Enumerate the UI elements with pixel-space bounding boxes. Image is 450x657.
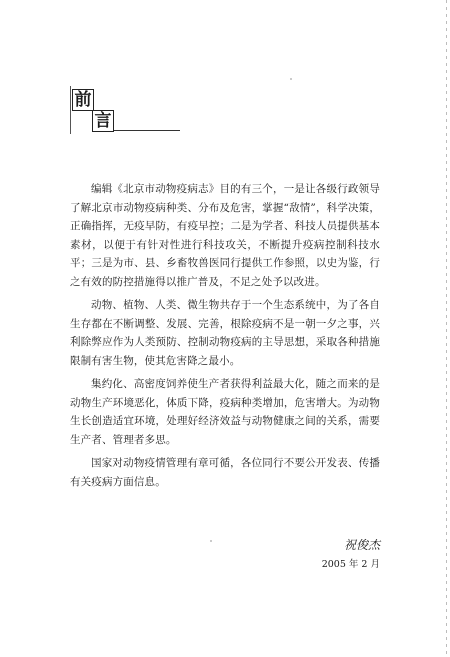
page-edge-line <box>446 0 447 657</box>
scan-speck <box>210 540 212 542</box>
author-signature: 祝俊杰 <box>343 538 380 552</box>
heading-vertical-line <box>70 86 71 134</box>
paragraph: 国家对动物疫情管理有章可循，各位同行不要公开发表、传播有关疫病方面信息。 <box>70 457 380 488</box>
paragraph: 集约化、高密度饲养使生产者获得利益最大化，随之而来的是动物生产环境恶化，体质下降，疫病种类增加，危害增大。为动物生长创造适宜环境，处理好经济效益与动物健康之间的关系，需要生产者、管理者多思。 <box>70 378 380 446</box>
preface-body <box>70 180 380 496</box>
scan-speck <box>290 78 292 80</box>
heading-char-qian: 前 <box>72 89 94 111</box>
heading-rule <box>114 130 180 131</box>
signature-date: 2005 年 2 月 <box>321 559 380 570</box>
preface-heading <box>68 86 158 136</box>
paragraph: 动物、植物、人类、微生物共存于一个生态系统中，为了各自生存都在不断调整、发展、完善，根除疫病不是一朝一夕之事，兴利除弊应作为人类预防、控制动物疫病的主导思想，采取各种措施限制有害生物，使其危害降之最小。 <box>70 299 380 367</box>
paragraph: 编辑《北京市动物疫病志》目的有三个，一是让各级行政领导了解北京市动物疫病种类、分布及危害，掌握“敌情”，科学决策，正确指挥，无疫早防，有疫早控；二是为学者、科技人员提供基本素材，以便于有针对性进行科技攻关，不断提升疫病控制科技水平；三是为市、县、乡畜牧兽医同行提供工作参照，以史为鉴，行之有效的防控措施得以推广普及，不足之处予以改进。 <box>70 183 380 288</box>
heading-char-yan: 言 <box>92 110 114 132</box>
